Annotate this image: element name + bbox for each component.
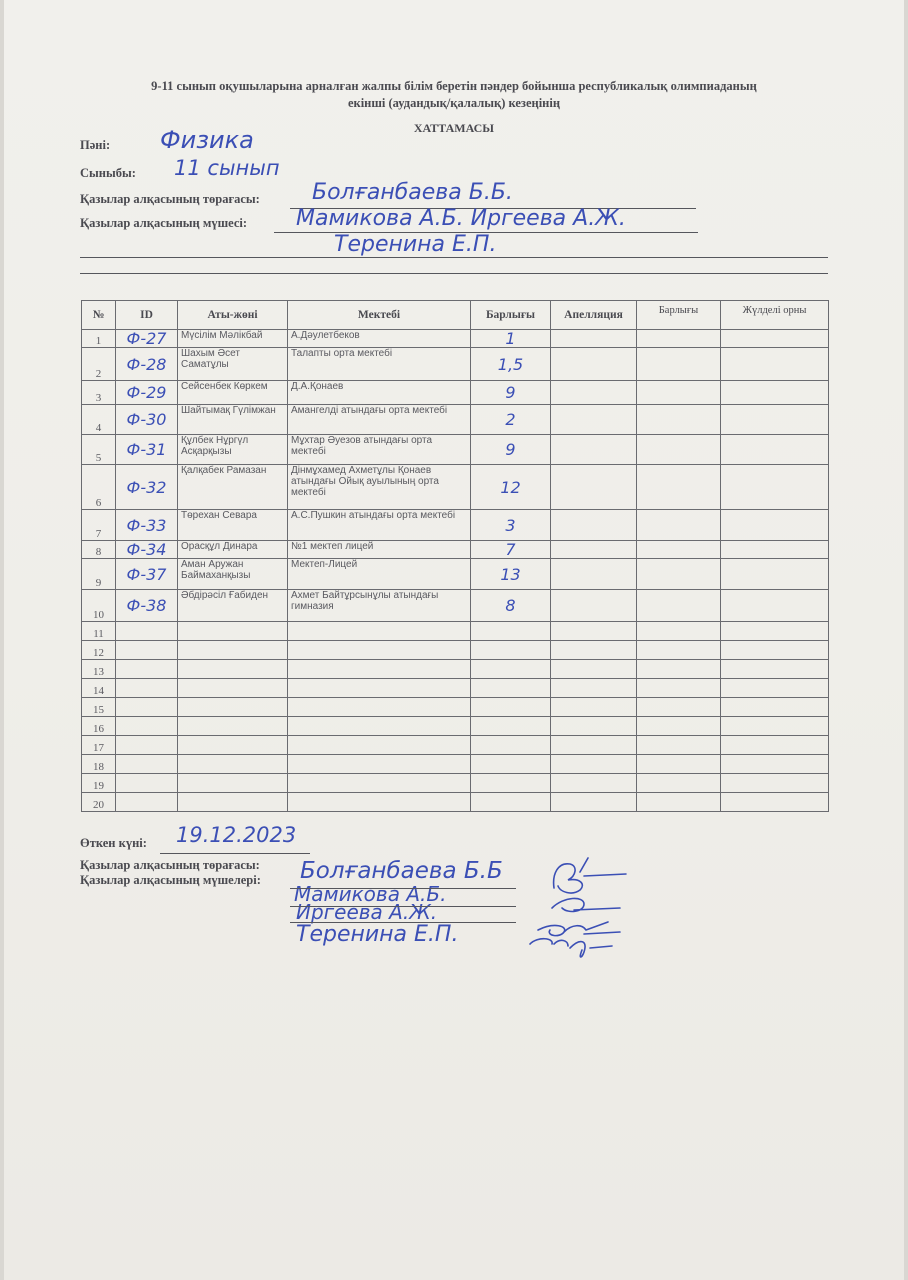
- appeal-cell: [551, 622, 637, 641]
- signature-mark-2: [552, 898, 620, 911]
- table-row: [82, 774, 829, 793]
- participant-total: [471, 793, 551, 812]
- participant-name: [178, 641, 288, 660]
- place-cell: [721, 793, 829, 812]
- row-number: 19: [82, 774, 116, 793]
- participant-name: Орасқұл Динара: [178, 541, 288, 559]
- total-after-appeal-cell: [637, 381, 721, 405]
- participant-name: Шайтымақ Гүлімжан: [178, 405, 288, 435]
- participant-total: [471, 679, 551, 698]
- participant-school: [288, 660, 471, 679]
- total-after-appeal-cell: [637, 510, 721, 541]
- row-number: 11: [82, 622, 116, 641]
- table-row: [82, 736, 829, 755]
- row-number: 1: [82, 330, 116, 348]
- participant-id: [116, 755, 178, 774]
- appeal-cell: [551, 330, 637, 348]
- row-number: 13: [82, 660, 116, 679]
- participant-school: №1 мектеп лицей: [288, 541, 471, 559]
- total-after-appeal-cell: [637, 641, 721, 660]
- row-number: 16: [82, 717, 116, 736]
- participant-school: [288, 641, 471, 660]
- table-row: [82, 622, 829, 641]
- place-cell: [721, 405, 829, 435]
- participant-name: [178, 774, 288, 793]
- appeal-cell: [551, 641, 637, 660]
- participant-name: [178, 698, 288, 717]
- row-number: 8: [82, 541, 116, 559]
- row-number: 2: [82, 348, 116, 381]
- table-row: [82, 330, 829, 348]
- participant-id: Ф-30: [116, 405, 178, 435]
- participant-id: Ф-29: [116, 381, 178, 405]
- participant-id: [116, 736, 178, 755]
- footer-members-label: Қазылар алқасының мүшелері:: [80, 873, 261, 887]
- appeal-cell: [551, 559, 637, 590]
- row-number: 15: [82, 698, 116, 717]
- row-number: 10: [82, 590, 116, 622]
- participant-school: [288, 717, 471, 736]
- participant-school: А.С.Пушкин атындағы орта мектебі: [288, 510, 471, 541]
- place-cell: [721, 381, 829, 405]
- participant-name: [178, 660, 288, 679]
- participant-school: Д.А.Қонаев: [288, 381, 471, 405]
- participant-id: [116, 622, 178, 641]
- title-protocol: ХАТТАМАСЫ: [413, 121, 495, 135]
- participant-name: [178, 622, 288, 641]
- signature-name-3: Иргеева А.Ж.: [296, 900, 438, 924]
- date-underline: [160, 853, 310, 854]
- participant-name: Әбдірәсіл Ғабиден: [178, 590, 288, 622]
- place-cell: [721, 330, 829, 348]
- table-row: [82, 510, 829, 541]
- row-number: 20: [82, 793, 116, 812]
- total-after-appeal-cell: [637, 541, 721, 559]
- participant-total: 12: [471, 465, 551, 510]
- participant-school: А.Дәулетбеков: [288, 330, 471, 348]
- total-after-appeal-cell: [637, 435, 721, 465]
- participant-id: [116, 679, 178, 698]
- appeal-cell: [551, 435, 637, 465]
- participant-school: Мұхтар Әуезов атындағы орта мектебі: [288, 435, 471, 465]
- place-cell: [721, 622, 829, 641]
- table-row: [82, 465, 829, 510]
- row-number: 6: [82, 465, 116, 510]
- participant-id: [116, 793, 178, 812]
- table-row: [82, 405, 829, 435]
- title-line-1: 9-11 сынып оқушыларына арналған жалпы білім беретін пәндер бойынша республикалық олимпиаданың: [151, 79, 757, 93]
- appeal-cell: [551, 793, 637, 812]
- table-row: [82, 348, 829, 381]
- place-cell: [721, 679, 829, 698]
- total-after-appeal-cell: [637, 679, 721, 698]
- appeal-cell: [551, 348, 637, 381]
- participant-id: Ф-33: [116, 510, 178, 541]
- participant-id: Ф-37: [116, 559, 178, 590]
- appeal-cell: [551, 465, 637, 510]
- participant-school: Ахмет Байтұрсынұлы атындағы гимназия: [288, 590, 471, 622]
- participant-name: Сейсенбек Көркем: [178, 381, 288, 405]
- table-row: [82, 679, 829, 698]
- participant-name: Мүсілім Мәлікбай: [178, 330, 288, 348]
- col-name-header: Аты-жөні: [178, 301, 288, 330]
- table-row: [82, 717, 829, 736]
- appeal-cell: [551, 590, 637, 622]
- participant-school: [288, 679, 471, 698]
- total-after-appeal-cell: [637, 559, 721, 590]
- participant-id: [116, 660, 178, 679]
- participant-total: [471, 660, 551, 679]
- participant-name: [178, 793, 288, 812]
- appeal-cell: [551, 717, 637, 736]
- participant-total: 13: [471, 559, 551, 590]
- participant-id: [116, 774, 178, 793]
- participant-total: 9: [471, 435, 551, 465]
- appeal-cell: [551, 736, 637, 755]
- table-row: [82, 755, 829, 774]
- participant-total: [471, 774, 551, 793]
- date-label: Өткен күні:: [80, 836, 147, 850]
- row-number: 17: [82, 736, 116, 755]
- table-row: [82, 660, 829, 679]
- participant-total: 3: [471, 510, 551, 541]
- footer-sign-line-2: [290, 906, 516, 907]
- date-value: 19.12.2023: [176, 823, 297, 847]
- signature-mark-4: [530, 939, 612, 957]
- table-row: [82, 793, 829, 812]
- chair-value: Болғанбаева Б.Б.: [312, 180, 513, 205]
- col-appeal-header: Апелляция: [551, 301, 637, 330]
- place-cell: [721, 660, 829, 679]
- row-number: 9: [82, 559, 116, 590]
- participant-id: [116, 641, 178, 660]
- participant-school: [288, 698, 471, 717]
- grade-label: Сыныбы:: [80, 166, 136, 180]
- appeal-cell: [551, 381, 637, 405]
- col-total2-header: Барлығы: [637, 301, 721, 330]
- table-header-row: [82, 301, 829, 330]
- row-number: 3: [82, 381, 116, 405]
- place-cell: [721, 698, 829, 717]
- footer-sign-line-1: [290, 888, 516, 889]
- row-number: 18: [82, 755, 116, 774]
- blank-line-1: [80, 257, 828, 258]
- place-cell: [721, 590, 829, 622]
- participant-school: [288, 774, 471, 793]
- participant-total: [471, 717, 551, 736]
- appeal-cell: [551, 755, 637, 774]
- participant-id: Ф-27: [116, 330, 178, 348]
- signature-mark-1: [554, 858, 626, 893]
- participant-id: Ф-38: [116, 590, 178, 622]
- appeal-cell: [551, 774, 637, 793]
- participant-name: Төрехан Севара: [178, 510, 288, 541]
- table-row: [82, 435, 829, 465]
- row-number: 7: [82, 510, 116, 541]
- participant-school: Мектеп-Лицей: [288, 559, 471, 590]
- row-number: 12: [82, 641, 116, 660]
- participant-name: Аман Аружан Баймаханқызы: [178, 559, 288, 590]
- participant-name: Шахым Әсет Саматұлы: [178, 348, 288, 381]
- participant-id: Ф-28: [116, 348, 178, 381]
- participant-total: 9: [471, 381, 551, 405]
- total-after-appeal-cell: [637, 736, 721, 755]
- participant-school: Амангелді атындағы орта мектебі: [288, 405, 471, 435]
- place-cell: [721, 465, 829, 510]
- col-school-header: Мектебі: [288, 301, 471, 330]
- chair-label: Қазылар алқасының төрағасы:: [80, 192, 260, 206]
- participant-total: [471, 641, 551, 660]
- place-cell: [721, 717, 829, 736]
- total-after-appeal-cell: [637, 793, 721, 812]
- place-cell: [721, 559, 829, 590]
- subject-value: Физика: [160, 126, 254, 154]
- participant-total: 1: [471, 330, 551, 348]
- participant-school: [288, 755, 471, 774]
- total-after-appeal-cell: [637, 660, 721, 679]
- participant-school: [288, 793, 471, 812]
- participant-name: [178, 755, 288, 774]
- col-id-header: ID: [116, 301, 178, 330]
- place-cell: [721, 510, 829, 541]
- participant-school: Талапты орта мектебі: [288, 348, 471, 381]
- protocol-sheet: [4, 0, 904, 1280]
- place-cell: [721, 736, 829, 755]
- appeal-cell: [551, 660, 637, 679]
- signature-name-1: Болғанбаева Б.Б: [300, 858, 503, 884]
- place-cell: [721, 774, 829, 793]
- participant-total: 2: [471, 405, 551, 435]
- participant-id: [116, 717, 178, 736]
- participant-total: 1,5: [471, 348, 551, 381]
- participant-total: [471, 622, 551, 641]
- total-after-appeal-cell: [637, 405, 721, 435]
- col-number-header: №: [82, 301, 116, 330]
- total-after-appeal-cell: [637, 348, 721, 381]
- col-place-header: Жүлделі орны: [721, 301, 829, 330]
- table-row: [82, 559, 829, 590]
- title-line-2: екінші (аудандық/қалалық) кезеңінің: [347, 96, 561, 110]
- table-row: [82, 381, 829, 405]
- participant-name: [178, 717, 288, 736]
- appeal-cell: [551, 679, 637, 698]
- participant-school: Дінмұхамед Ахметұлы Қонаев атындағы Ойық ауылының орта мектебі: [288, 465, 471, 510]
- subject-label: Пәні:: [80, 138, 111, 152]
- members-value-2: Теренина Е.П.: [334, 232, 497, 257]
- total-after-appeal-cell: [637, 717, 721, 736]
- row-number: 5: [82, 435, 116, 465]
- signature-name-2: Мамикова А.Б.: [294, 882, 447, 906]
- participant-name: Қалқабек Рамазан: [178, 465, 288, 510]
- total-after-appeal-cell: [637, 330, 721, 348]
- row-number: 4: [82, 405, 116, 435]
- signature-name-4: Теренина Е.П.: [296, 922, 459, 947]
- signature-mark-3: [538, 922, 620, 936]
- blank-line-2: [80, 273, 828, 274]
- place-cell: [721, 641, 829, 660]
- participant-total: [471, 698, 551, 717]
- participant-school: [288, 736, 471, 755]
- participant-name: [178, 736, 288, 755]
- participant-id: Ф-34: [116, 541, 178, 559]
- participant-name: [178, 679, 288, 698]
- table-row: [82, 698, 829, 717]
- footer-chair-label: Қазылар алқасының төрағасы:: [80, 858, 260, 872]
- total-after-appeal-cell: [637, 590, 721, 622]
- appeal-cell: [551, 541, 637, 559]
- participant-total: 7: [471, 541, 551, 559]
- table-row: [82, 641, 829, 660]
- results-table: [81, 300, 829, 812]
- table-row: [82, 541, 829, 559]
- participant-id: Ф-31: [116, 435, 178, 465]
- row-number: 14: [82, 679, 116, 698]
- place-cell: [721, 435, 829, 465]
- appeal-cell: [551, 405, 637, 435]
- total-after-appeal-cell: [637, 698, 721, 717]
- signature-marks: [524, 852, 634, 964]
- members-label: Қазылар алқасының мүшесі:: [80, 216, 248, 230]
- participant-total: [471, 736, 551, 755]
- place-cell: [721, 755, 829, 774]
- participant-total: 8: [471, 590, 551, 622]
- appeal-cell: [551, 698, 637, 717]
- footer-sign-line-3: [290, 922, 516, 923]
- total-after-appeal-cell: [637, 755, 721, 774]
- participant-total: [471, 755, 551, 774]
- participant-id: [116, 698, 178, 717]
- total-after-appeal-cell: [637, 622, 721, 641]
- total-after-appeal-cell: [637, 465, 721, 510]
- place-cell: [721, 541, 829, 559]
- col-total-header: Барлығы: [471, 301, 551, 330]
- table-row: [82, 590, 829, 622]
- total-after-appeal-cell: [637, 774, 721, 793]
- participant-id: Ф-32: [116, 465, 178, 510]
- participant-name: Құлбек Нұргүл Асқарқызы: [178, 435, 288, 465]
- members-value-1: Мамикова А.Б. Иргеева А.Ж.: [296, 206, 626, 231]
- place-cell: [721, 348, 829, 381]
- grade-value: 11 сынып: [174, 156, 280, 180]
- participant-school: [288, 622, 471, 641]
- appeal-cell: [551, 510, 637, 541]
